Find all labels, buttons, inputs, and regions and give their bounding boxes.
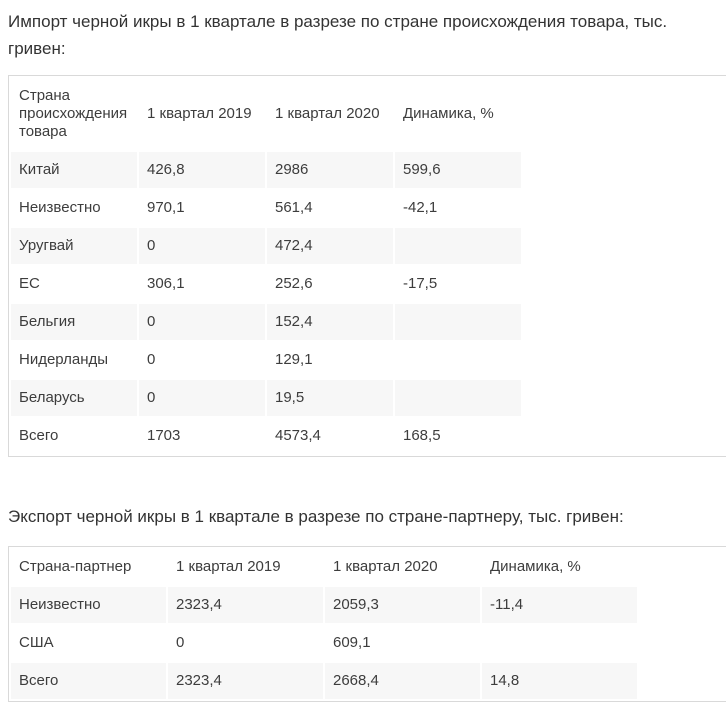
- value-cell: 2323,4: [168, 587, 323, 623]
- value-cell: 2323,4: [168, 663, 323, 699]
- export-table: [9, 547, 639, 701]
- value-cell: 1703: [139, 418, 265, 454]
- column-header-q1-2019: 1 квартал 2019: [168, 549, 323, 585]
- value-cell: 2986: [267, 152, 393, 188]
- value-cell: 2059,3: [325, 587, 480, 623]
- value-cell: 0: [139, 304, 265, 340]
- value-cell: 306,1: [139, 266, 265, 302]
- table-row: [11, 266, 521, 302]
- column-header-country: Страна происхождения товара: [11, 78, 137, 150]
- value-cell: 0: [139, 228, 265, 264]
- column-header-q1-2019: 1 квартал 2019: [139, 78, 265, 150]
- table-row: [11, 380, 521, 416]
- value-cell: 252,6: [267, 266, 393, 302]
- value-cell: 0: [139, 380, 265, 416]
- table-row: [11, 342, 521, 378]
- import-table-container: [8, 75, 726, 457]
- table-row-total: [11, 418, 521, 454]
- value-cell: 0: [139, 342, 265, 378]
- country-cell: Неизвестно: [11, 587, 166, 623]
- table-row-total: [11, 663, 637, 699]
- value-cell: 168,5: [395, 418, 521, 454]
- value-cell: [395, 304, 521, 340]
- value-cell: [482, 625, 637, 661]
- value-cell: 472,4: [267, 228, 393, 264]
- column-header-q1-2020: 1 квартал 2020: [267, 78, 393, 150]
- value-cell: 129,1: [267, 342, 393, 378]
- header-row: [11, 78, 521, 150]
- value-cell: -17,5: [395, 266, 521, 302]
- header-row: [11, 549, 637, 585]
- column-header-dynamics: Динамика, %: [482, 549, 637, 585]
- export-table-container: [8, 546, 726, 702]
- table-row: [11, 587, 637, 623]
- value-cell: 599,6: [395, 152, 521, 188]
- table-row: [11, 152, 521, 188]
- table-row: [11, 625, 637, 661]
- value-cell: [395, 342, 521, 378]
- country-cell: Беларусь: [11, 380, 137, 416]
- country-cell: Бельгия: [11, 304, 137, 340]
- export-table-title: Экспорт черной икры в 1 квартале в разрезе по стране-партнеру, тыс. гривен:: [8, 507, 624, 526]
- column-header-dynamics: Динамика, %: [395, 78, 521, 150]
- table-row: [11, 228, 521, 264]
- table-row: [11, 304, 521, 340]
- value-cell: 561,4: [267, 190, 393, 226]
- country-cell: Китай: [11, 152, 137, 188]
- value-cell: -42,1: [395, 190, 521, 226]
- value-cell: [395, 380, 521, 416]
- value-cell: 19,5: [267, 380, 393, 416]
- country-cell: Всего: [11, 663, 166, 699]
- value-cell: 0: [168, 625, 323, 661]
- country-cell: США: [11, 625, 166, 661]
- value-cell: 152,4: [267, 304, 393, 340]
- value-cell: 2668,4: [325, 663, 480, 699]
- value-cell: 426,8: [139, 152, 265, 188]
- value-cell: 970,1: [139, 190, 265, 226]
- country-cell: Уругвай: [11, 228, 137, 264]
- country-cell: Всего: [11, 418, 137, 454]
- value-cell: 4573,4: [267, 418, 393, 454]
- country-cell: Неизвестно: [11, 190, 137, 226]
- value-cell: [395, 228, 521, 264]
- import-table: [9, 76, 523, 456]
- value-cell: 14,8: [482, 663, 637, 699]
- value-cell: -11,4: [482, 587, 637, 623]
- value-cell: 609,1: [325, 625, 480, 661]
- import-table-title: Импорт черной икры в 1 квартале в разрезе по стране происхождения товара, тыс. гривен:: [8, 12, 668, 58]
- country-cell: Нидерланды: [11, 342, 137, 378]
- column-header-q1-2020: 1 квартал 2020: [325, 549, 480, 585]
- table-row: [11, 190, 521, 226]
- column-header-partner: Страна-партнер: [11, 549, 166, 585]
- country-cell: ЕС: [11, 266, 137, 302]
